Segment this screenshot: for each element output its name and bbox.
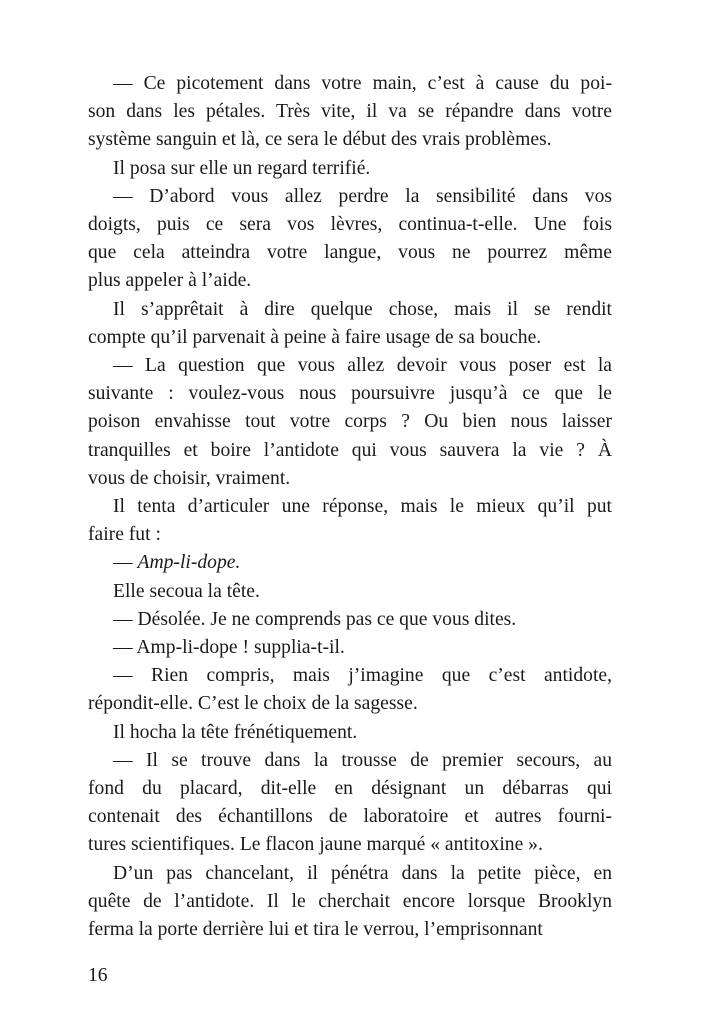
text-line: que cela atteindra votre langue, vous ne pourrez même — [88, 242, 612, 264]
paragraph — [88, 578, 612, 606]
text-line: plus appeler à l’aide. — [88, 270, 252, 292]
text-line: ferma la porte derrière lui et tira le verrou, l’emprisonnant — [88, 919, 543, 941]
text-line: son dans les pétales. Très vite, il va se répandre dans votre — [88, 101, 612, 123]
text-line: D’un pas chancelant, il pénétra dans la petite pièce, en — [113, 862, 612, 884]
text-line: faire fut : — [88, 524, 161, 546]
text-line: — Amp-li-dope. — [113, 552, 241, 574]
paragraph — [88, 70, 612, 155]
text-line: répondit-elle. C’est le choix de la sagesse. — [88, 693, 418, 715]
text-line: Il hocha la tête frénétiquement. — [113, 721, 358, 743]
text-line: Il s’apprêtait à dire quelque chose, mais il se rendit — [113, 298, 612, 320]
paragraph — [88, 634, 612, 662]
page-number: 16 — [88, 965, 108, 986]
italic-speech: Amp-li-dope. — [137, 552, 241, 574]
text-line: — Désolée. Je ne comprends pas ce que vous dites. — [113, 608, 517, 630]
text-line: compte qu’il parvenait à peine à faire usage de sa bouche. — [88, 326, 542, 348]
text-line: — Il se trouve dans la trousse de premier secours, au — [113, 749, 612, 771]
body-text — [88, 70, 612, 944]
text-line: Elle secoua la tête. — [113, 580, 260, 602]
text-line: quête de l’antidote. Il le cherchait encore lorsque Brooklyn — [88, 890, 612, 912]
text-line: — Ce picotement dans votre main, c’est à cause du poi- — [113, 73, 612, 94]
text-line: — Amp-li-dope ! supplia-t-il. — [113, 637, 345, 659]
text-line: tranquilles et boire l’antidote qui vous sauvera la vie ? À — [88, 439, 612, 461]
paragraph — [88, 549, 612, 577]
paragraph — [88, 296, 612, 352]
text-line: poison envahisse tout votre corps ? Ou bien nous laisser — [88, 411, 612, 433]
text-line: — Rien compris, mais j’imagine que c’est antidote, — [113, 665, 612, 687]
paragraph — [88, 352, 612, 493]
paragraph — [88, 860, 612, 945]
text-line: Il posa sur elle un regard terrifié. — [113, 157, 371, 179]
paragraph — [88, 493, 612, 549]
text-line: vous de choisir, vraiment. — [88, 467, 291, 489]
text-line: — La question que vous allez devoir vous poser est la — [113, 355, 612, 377]
paragraph — [88, 719, 612, 747]
paragraph — [88, 606, 612, 634]
paragraph — [88, 747, 612, 860]
text-line: contenait des échantillons de laboratoire et autres fourni- — [88, 806, 612, 828]
text-line: fond du placard, dit-elle en désignant un débarras qui — [88, 778, 612, 800]
text-line: système sanguin et là, ce sera le début des vrais problèmes. — [88, 129, 552, 151]
paragraph — [88, 155, 612, 183]
text-line: doigts, puis ce sera vos lèvres, continua-t-elle. Une fois — [88, 214, 612, 236]
paragraph — [88, 662, 612, 718]
text-line: tures scientifiques. Le flacon jaune marqué « antitoxine ». — [88, 834, 543, 856]
text-line: Il tenta d’articuler une réponse, mais le mieux qu’il put — [113, 496, 612, 518]
text-line: — D’abord vous allez perdre la sensibilité dans vos — [113, 185, 612, 207]
paragraph — [88, 183, 612, 296]
text-line: suivante : voulez-vous nous poursuivre jusqu’à ce que le — [88, 383, 612, 405]
